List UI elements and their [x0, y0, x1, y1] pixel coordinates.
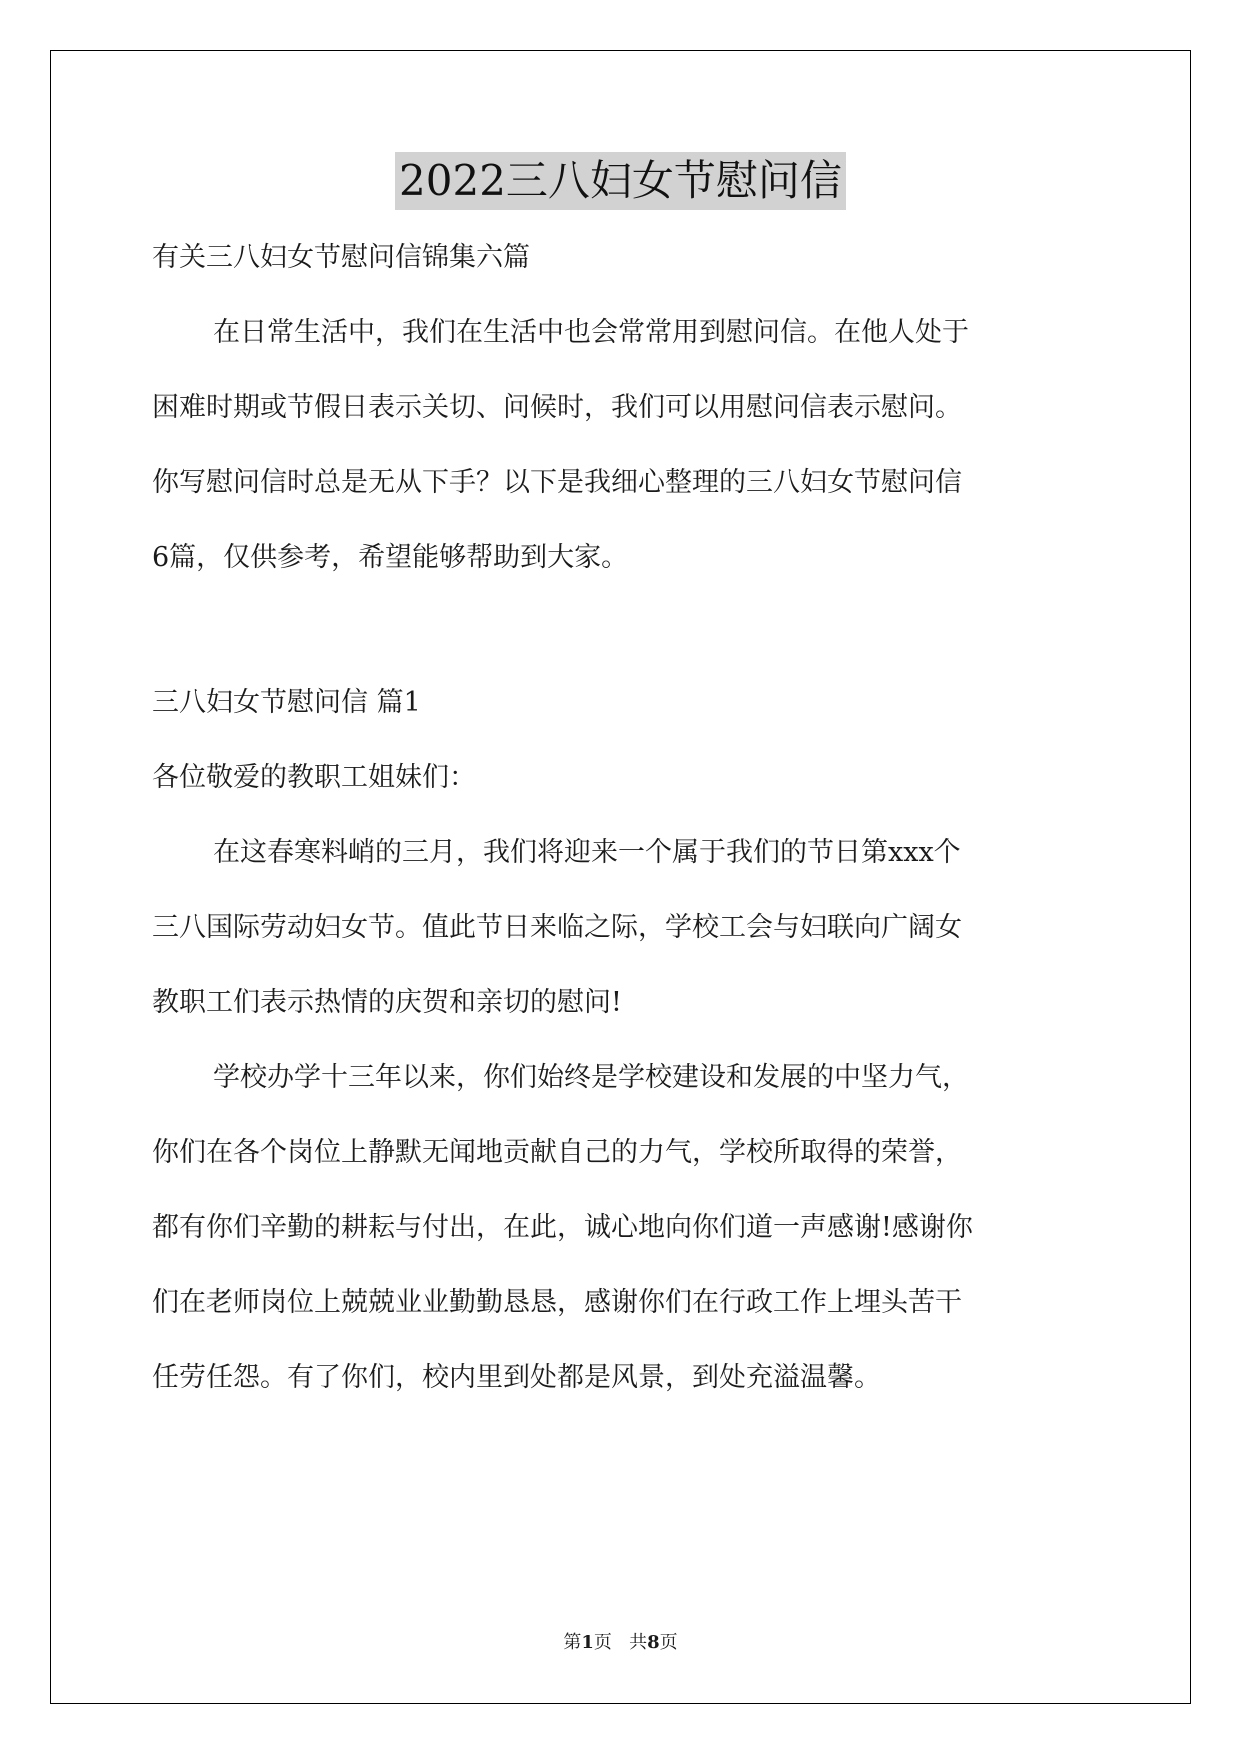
paragraph-line: 教职工们表示热情的庆贺和亲切的慰问! [152, 987, 622, 1018]
paragraph-line: 们在老师岗位上兢兢业业勤勤恳恳，感谢你们在行政工作上埋头苦干 [152, 1287, 962, 1318]
paragraph-line: 任劳任怨。有了你们，校内里到处都是风景，到处充溢温馨。 [152, 1362, 881, 1393]
paragraph-line: 学校办学十三年以来，你们始终是学校建设和发展的中坚力气， [213, 1062, 969, 1093]
page-number: 1 [581, 1632, 594, 1653]
paragraph-line: 三八国际劳动妇女节。值此节日来临之际，学校工会与妇联向广阔女 [152, 912, 962, 943]
paragraph-line: 都有你们辛勤的耕耘与付出，在此，诚心地向你们道一声感谢!感谢你 [152, 1212, 973, 1243]
paragraph-line: 在这春寒料峭的三月，我们将迎来一个属于我们的节日第xxx个 [213, 837, 961, 868]
intro-line: 你写慰问信时总是无从下手？以下是我细心整理的三八妇女节慰问信 [152, 467, 962, 498]
page-border [50, 50, 1191, 1704]
paragraph-line: 你们在各个岗位上静默无闻地贡献自己的力气，学校所取得的荣誉， [152, 1137, 962, 1168]
total-suffix: 页 [659, 1632, 678, 1653]
total-pages: 8 [647, 1632, 660, 1653]
page-prefix: 第 [563, 1632, 582, 1653]
title-container [0, 152, 1241, 210]
intro-line: 在日常生活中，我们在生活中也会常常用到慰问信。在他人处于 [213, 317, 969, 348]
total-prefix: 共 [629, 1632, 648, 1653]
intro-line: 困难时期或节假日表示关切、问候时，我们可以用慰问信表示慰问。 [152, 392, 962, 423]
salutation: 各位敬爱的教职工姐妹们： [152, 762, 476, 793]
document-title: 2022三八妇女节慰问信 [395, 152, 846, 210]
page-footer [0, 1628, 1241, 1654]
section-heading: 三八妇女节慰问信 篇1 [152, 687, 421, 718]
page-suffix: 页 [593, 1632, 612, 1653]
intro-line: 6篇，仅供参考，希望能够帮助到大家。 [152, 542, 629, 573]
document-subtitle: 有关三八妇女节慰问信锦集六篇 [152, 242, 530, 273]
